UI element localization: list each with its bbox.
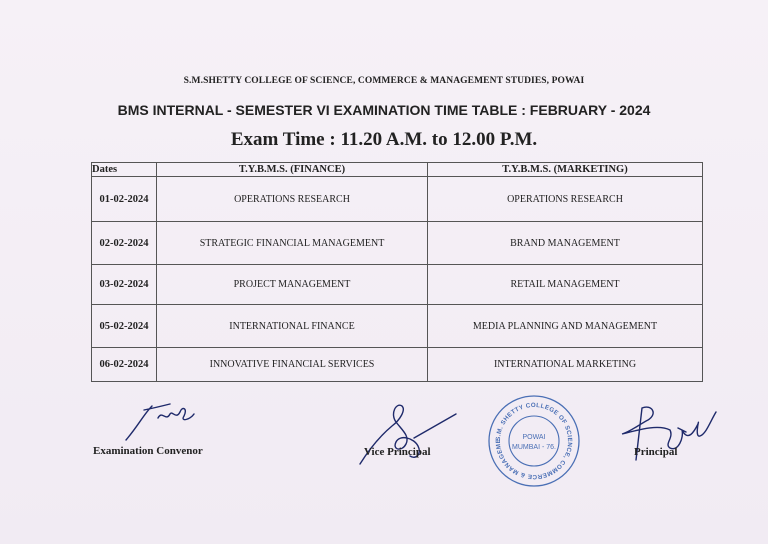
stamp-line2: MUMBAI - 76. xyxy=(512,444,556,451)
table-row xyxy=(92,305,703,348)
table-row xyxy=(92,348,703,382)
table-row xyxy=(92,265,703,305)
finance-subject-cell: INTERNATIONAL FINANCE xyxy=(157,305,428,348)
convenor-signature-scribble xyxy=(118,396,198,446)
finance-subject-cell: STRATEGIC FINANCIAL MANAGEMENT xyxy=(157,222,428,265)
exam-time: Exam Time : 11.20 A.M. to 12.00 P.M. xyxy=(230,129,538,150)
college-stamp xyxy=(486,393,582,489)
date-cell: 06-02-2024 xyxy=(92,348,157,382)
finance-subject-cell: OPERATIONS RESEARCH xyxy=(157,177,428,222)
stamp-seal xyxy=(486,393,582,489)
marketing-subject-cell: BRAND MANAGEMENT xyxy=(428,222,703,265)
college-name: S.M.SHETTY COLLEGE OF SCIENCE, COMMERCE & MANAGEMENT STUDIES, POWAI xyxy=(183,76,585,86)
marketing-subject-cell: MEDIA PLANNING AND MANAGEMENT xyxy=(428,305,703,348)
stamp-ring-text: S.M. SHETTY COLLEGE OF SCIENCE, COMMERCE & MANAGEME xyxy=(494,401,574,481)
timetable-header-row xyxy=(92,163,703,177)
marketing-subject-cell: INTERNATIONAL MARKETING xyxy=(428,348,703,382)
marketing-subject-cell: RETAIL MANAGEMENT xyxy=(428,265,703,305)
finance-subject-cell: INNOVATIVE FINANCIAL SERVICES xyxy=(157,348,428,382)
header-marketing: T.Y.B.M.S. (MARKETING) xyxy=(428,163,703,177)
timetable xyxy=(91,162,703,382)
date-cell: 01-02-2024 xyxy=(92,177,157,222)
table-row xyxy=(92,177,703,222)
header-finance: T.Y.B.M.S. (FINANCE) xyxy=(157,163,428,177)
principal-label: Principal xyxy=(634,446,678,458)
vice-principal-signature-scribble xyxy=(356,400,460,470)
exam-title: BMS INTERNAL - SEMESTER VI EXAMINATION TIME TABLE : FEBRUARY - 2024 xyxy=(117,102,651,118)
header-dates: Dates xyxy=(92,163,157,177)
marketing-subject-cell: OPERATIONS RESEARCH xyxy=(428,177,703,222)
date-cell: 05-02-2024 xyxy=(92,305,157,348)
vice-principal-label: Vice Principal xyxy=(364,446,431,458)
convenor-label: Examination Convenor xyxy=(93,445,203,457)
date-cell: 03-02-2024 xyxy=(92,265,157,305)
finance-subject-cell: PROJECT MANAGEMENT xyxy=(157,265,428,305)
date-cell: 02-02-2024 xyxy=(92,222,157,265)
table-row xyxy=(92,222,703,265)
stamp-line1: POWAI xyxy=(522,434,546,441)
